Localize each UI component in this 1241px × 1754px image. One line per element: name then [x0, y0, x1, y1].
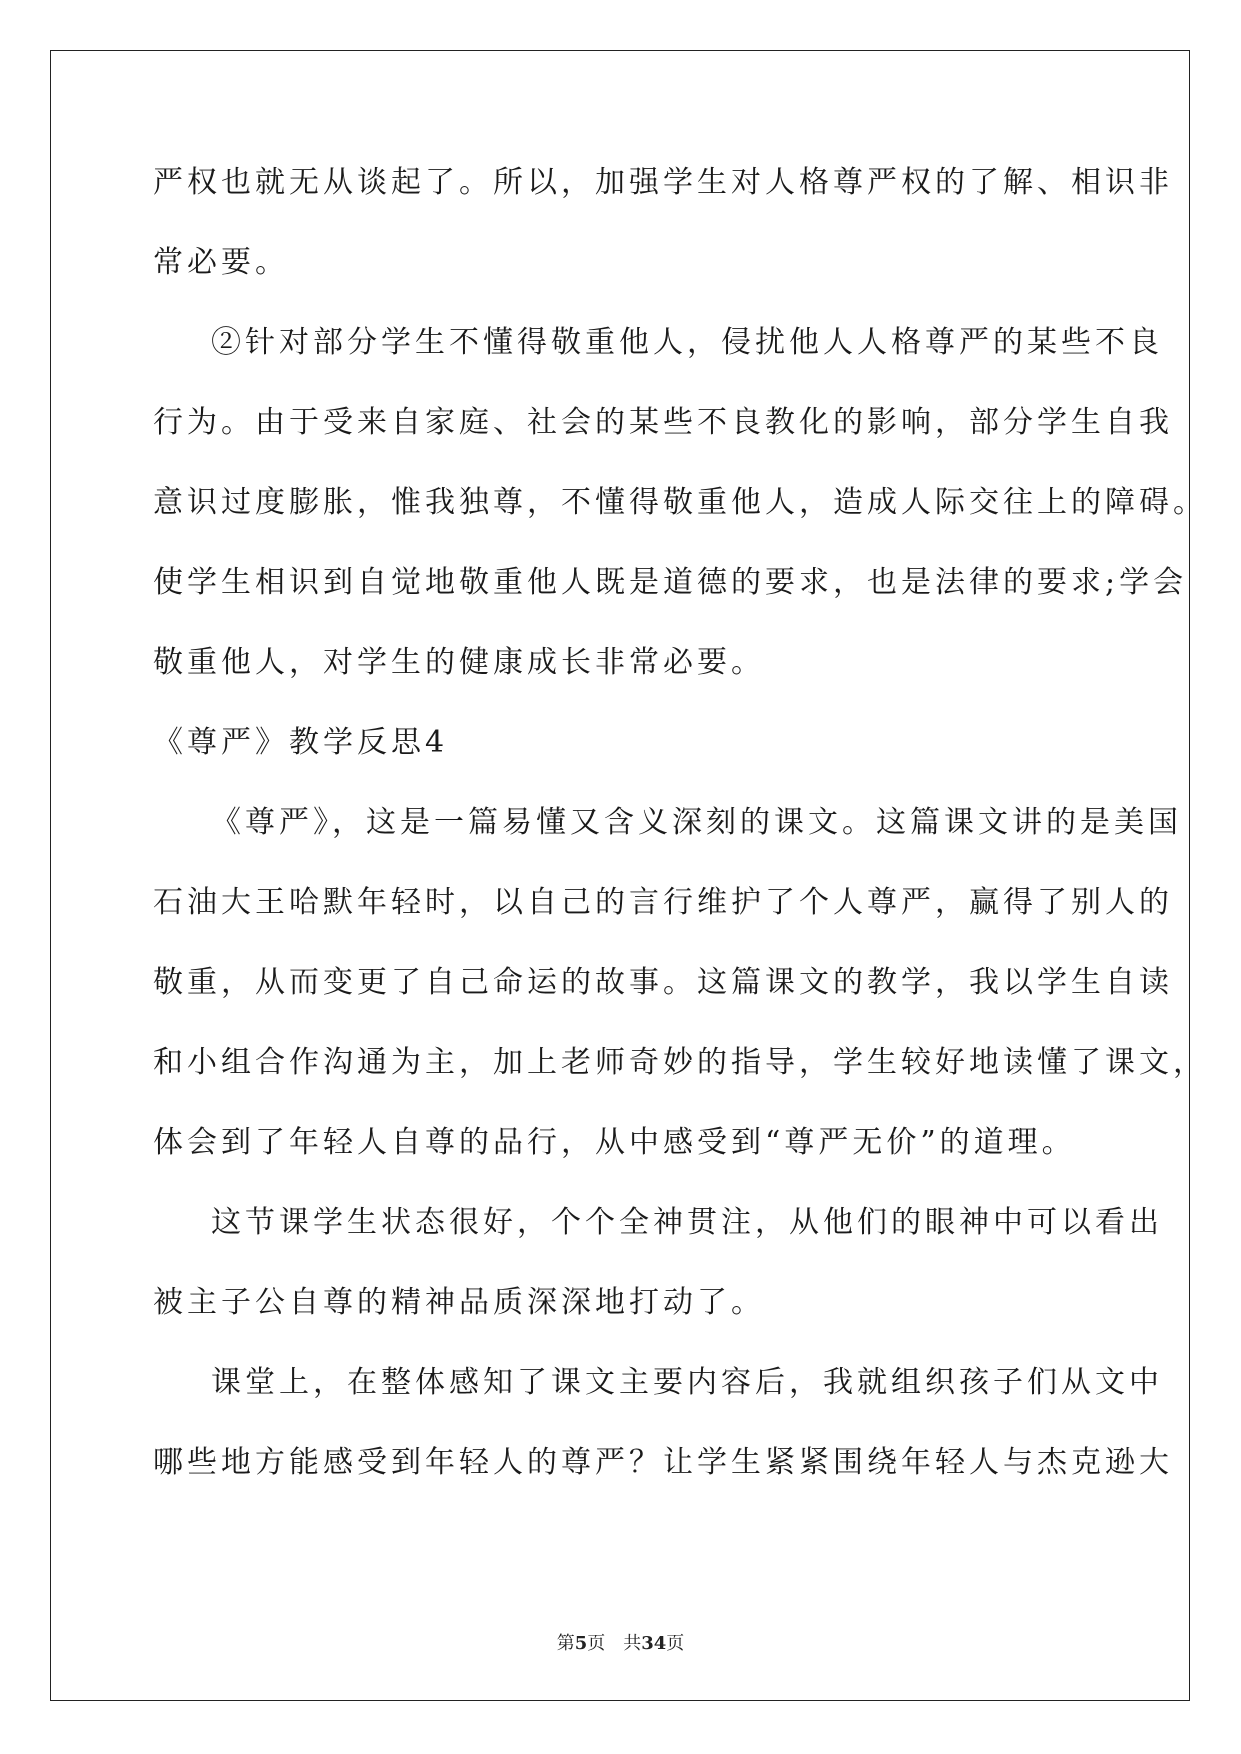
page-footer [0, 1632, 1241, 1656]
page-number: 5 [574, 1633, 588, 1654]
paragraph-line: 行为。由于受来自家庭、社会的某些不良教化的影响，部分学生自我 [153, 405, 1173, 440]
section-heading: 《尊严》教学反思4 [153, 725, 449, 760]
paragraph-line: 敬重，从而变更了自己命运的故事。这篇课文的教学，我以学生自读 [153, 965, 1173, 1000]
paragraph-line: 敬重他人，对学生的健康成长非常必要。 [153, 645, 765, 680]
paragraph-line: 课堂上，在整体感知了课文主要内容后，我就组织孩子们从文中 [211, 1365, 1163, 1400]
total-suffix: 页 [666, 1633, 685, 1654]
paragraph-line: 严权也就无从谈起了。所以，加强学生对人格尊严权的了解、相识非 [153, 165, 1173, 200]
paragraph-line: 这节课学生状态很好，个个全神贯注，从他们的眼神中可以看出 [211, 1205, 1163, 1240]
paragraph-line: 哪些地方能感受到年轻人的尊严？让学生紧紧围绕年轻人与杰克逊大 [153, 1445, 1173, 1480]
paragraph-line: 和小组合作沟通为主，加上老师奇妙的指导，学生较好地读懂了课文， [153, 1045, 1207, 1080]
paragraph-line: 体会到了年轻人自尊的品行，从中感受到“尊严无价”的道理。 [153, 1125, 1076, 1160]
paragraph-line: 使学生相识到自觉地敬重他人既是道德的要求，也是法律的要求;学会 [153, 565, 1188, 600]
total-pages: 34 [641, 1633, 667, 1654]
page-prefix: 第 [556, 1633, 575, 1654]
total-prefix: 共 [623, 1633, 642, 1654]
page-suffix: 页 [587, 1633, 606, 1654]
paragraph-line: 意识过度膨胀，惟我独尊，不懂得敬重他人，造成人际交往上的障碍。 [153, 485, 1207, 520]
paragraph-line: 常必要。 [153, 245, 289, 280]
paragraph-line: 《尊严》，这是一篇易懂又含义深刻的课文。这篇课文讲的是美国 [211, 805, 1182, 840]
paragraph-line: 石油大王哈默年轻时，以自己的言行维护了个人尊严，赢得了别人的 [153, 885, 1173, 920]
paragraph-line: ②针对部分学生不懂得敬重他人，侵扰他人人格尊严的某些不良 [211, 325, 1163, 360]
paragraph-line: 被主子公自尊的精神品质深深地打动了。 [153, 1285, 765, 1320]
